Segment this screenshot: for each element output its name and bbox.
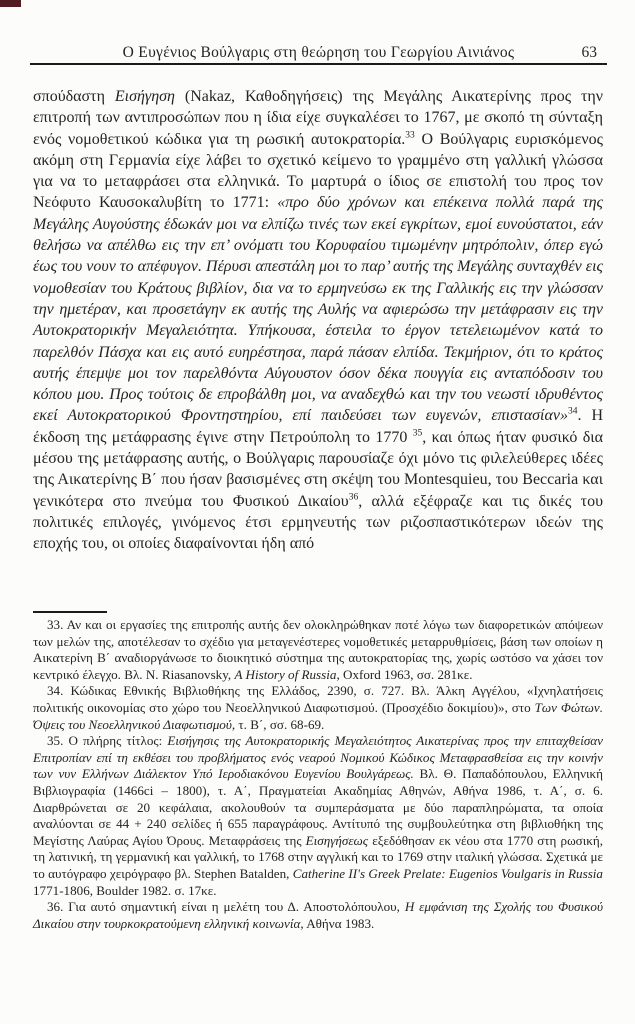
text-run: Αθήνα 1983. [303,915,375,931]
running-header [30,44,607,64]
text-run-italic: Εισήγηση [114,88,175,105]
footnote-35 [33,733,603,899]
running-header-title: Ο Ευγένιος Βούλγαρις στη θεώρηση του Γεωργίου Αινιάνος [122,44,515,61]
footnote-36 [33,899,603,932]
header-rule [30,63,607,65]
footnote-reference: 35 [412,428,423,439]
text-run: τ. Β΄, σσ. 68-69. [235,716,325,732]
footnotes-section [33,617,603,932]
text-run: Oxford 1963, σσ. 281κε. [339,666,473,682]
text-run: , αλλά εξέφραζε και τις δικές του πολιτικές επιλογές, γινόμενος έτσι ερμηνευτής των ριζοσπαστικότερων ιδεών της εποχής του, οι οποίες διαφαίνονται ήδη από [33,492,603,553]
text-run: Ο Βούλγαρις ευρισκόμενος ακόμη στη Γερμανία είχε λάβει το σχετικό κείμενο το γραμμένο στη γαλλική γλώσσα για να το μεταφράσει στα ελληνικά. Το μαρτυρά ο ίδιος σε επιστολή του προς τον Νεόφυτο Καυσοκαλυβίτη το 1771: [33,130,603,212]
text-run: 35. Ο πλήρης τίτλος: [47,733,168,749]
page-number: 63 [581,44,597,61]
scan-artifact-mark [0,0,21,7]
text-run: , και όπως ήταν φυσικό δια μέσου της μετάφρασης αυτής, ο Βούλγαρις παρουσίαζε όχι μόνο τις φιλελεύθερες ιδέες της Αικατερίνης Β΄ που ήσαν βασισμένες στη σκέψη του Montesquieu, του Beccaria και γενικότερα στο πνεύμα του Φυσικού Δικαίου [33,428,603,510]
body-paragraph [33,86,603,555]
text-run: εξεδόθησαν εκ νέου στα 1770 στη ρωσική, τη λατινική, τη γερμανική και γαλλική, το 1768 στην αγγλική και το 1769 στην ιταλική γλώσσα. Σχετικά με το αυτόγραφο χειρόγραφο βλ. Stephen Batalden, [33,832,603,881]
text-run: 34. Κώδικας Εθνικής Βιβλιοθήκης της Ελλάδος, 2390, σ. 727. Βλ. Άλκη Αγγέλου, «Ιχνηλατήσεις πολιτικής οικονομίας στο χώρο του Νεοελληνικού Διαφωτισμού. (Προσχέδιο δοκιμίου)», στο [33,683,603,715]
text-run: Βλ. Θ. Παπαδόπουλου, Ελληνική Βιβλιογραφία (1466ci – 1800), τ. Α΄, Πραγματείαι Ακαδημίας Αθηνών, Αθήνα 1986, τ. Α΄, σ. 6. Διαρθρώνεται σε 20 κεφάλαια, ακολουθούν τα συμπεράσματα με δύο παραπληρώματα, τα οποία αναλύονται σε 44 + 240 σελίδες ή 655 παραγράφους. Αντίτυπό της συμβουλεύτηκα στη βιβλιοθήκη της Μεγίστης Λαύρας Αγίου Όρους. Μεταφράσεις της [33,766,603,848]
footnote-reference: 34 [567,407,578,418]
footnote-reference: 33 [405,130,415,141]
text-run-italic: Εισηγήσεως [305,832,369,848]
footnote-reference: 36 [348,492,359,503]
text-run-italic: Catherine II's Greek Prelate: Eugenios Voulgaris in Russia [292,865,603,881]
text-run: 36. Για αυτό σημαντική είναι η μελέτη του Δ. Αποστολόπουλου, [47,899,405,915]
footnote-33 [33,617,603,683]
text-run: . Η έκδοση της μετάφρασης έγινε στην Πετρούπολη το 1770 [33,407,603,446]
text-run-italic: Των Φώτων. Όψεις του Νεοελληνικού Διαφωτισμού, [33,699,604,732]
text-run-italic: «προ δύο χρόνων και επέκεινα πολλά παρά της Μεγάλης Αυγούστης έδωκάν μοι να ελπίζω τινές των εκεί εγκρίτων, εμοί ευνούστατοι, εάν θελήσω να απέλθω εις την επ’ ονόματι του Κορυφαίου τιμωμένην μητρόπολιν, όπερ εγώ έως του νουν το απέφυγον. Πέρυσι απεστάλη μοι το παρ’ αυτής της Μεγάλης συνταχθέν εις νομοθεσίαν του Κράτους βιβλίον, δια να το ερμηνεύσω εκ της Γαλλικής εις την γλώσσαν την ημετέραν, και προσετάγην εκ αυτής της Αυλής να αφιερώσω την μετάφρασιν εις την Αυτοκρατορικήν Μεγαλειότητα. Υπήκουσα, έστειλα το έργον τετελειωμένον κατά το παρελθόν Πάσχα και εις αυτό ευηρέστησα, παρά πάσαν ελπίδα. Τεκμήριον, ότι το κράτος αυτής έπεμψε μοι τον παρελθόντα Αύγουστον όσον δέκα πουγγία εις ανταπόδοσιν του κόπου μου. Προς τούτοις δε επροβάλθη μοι, να αναδεχθώ και την του νεωστί ιδρυθέντος εκεί Αυτοκρατορικού Φροντηστηρίου, επί παιδεύσει των ευγενών, επιστασίαν» [33,194,604,425]
text-run-italic: Η εμφάνιση της Σχολής του Φυσικού Δικαίου στην τουρκοκρατούμενη ελληνική κοινωνία, [33,899,603,931]
footnote-separator-rule [33,611,107,613]
text-run: (Nakaz, Καθοδηγήσεις) της Μεγάλης Αικατερίνης προς την επιτροπή των αντιπροσώπων που η ίδια είχε συγκαλέσει το 1767, με σκοπό τη σύνταξη ενός νομοθετικού κώδικα για τη ρωσική αυτοκρατορία. [33,88,603,148]
footnote-34 [33,683,603,733]
text-run-italic: Εισήγησις της Αυτοκρατορικής Μεγαλειότητος Αικατερίνας προς την επιταχθείσαν Επιτροπίαν επί τη εκθέσει του προβλήματος ενός νεαρού Νομικού Κώδικος Μεταφρασθείσα εις την κοινήν των νυν Ελλήνων Διάλεκτον Υπό Ιεροδιακόνου Ευγενίου Βουλγάρεως. [33,733,603,782]
text-run: σπούδαστη [33,88,115,105]
text-run: 33. Αν και οι εργασίες της επιτροπής αυτής δεν ολοκληρώθηκαν ποτέ λόγω των διαφορετικών απόψεων των μελών της, αποτέλεσαν το σχέδιο για μεταγενέστερες νομοθετικές μεταρρυθμίσεις, βάση των οποίων η Αικατερίνη Β΄ αναδιοργάνωσε το διοικητικό σύστημα της αυτοκρατορίας της, χωρίς ωστόσο να χάσει τον κεντρικό έλεγχο. Βλ. N. Riasanovsky, [33,617,603,682]
text-run: 1771-1806, Boulder 1982. σ. 17κε. [33,882,217,898]
text-run-italic: A History of Russia, [234,666,340,682]
